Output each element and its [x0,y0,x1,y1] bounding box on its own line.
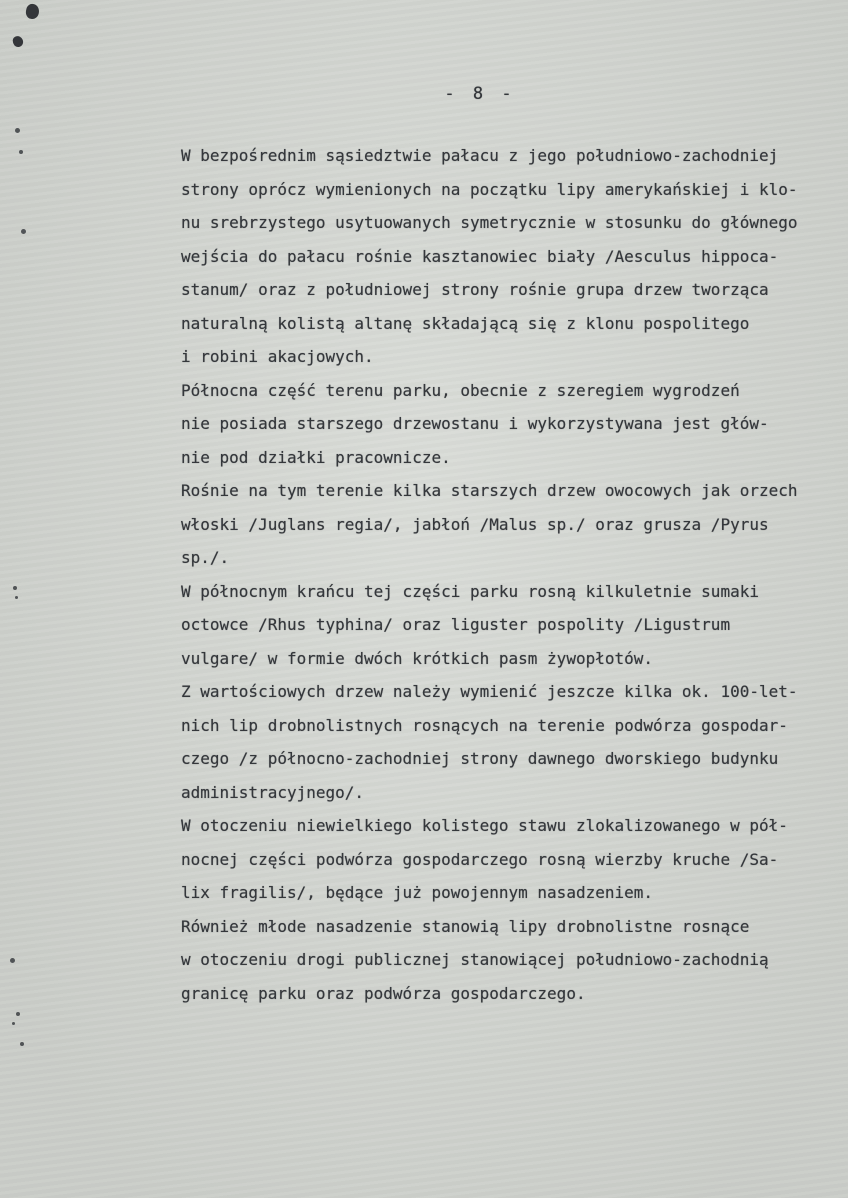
text-line: nich lip drobnolistnych rosnących na terenie podwórza gospodar- [181,715,788,735]
text-line: vulgare/ w formie dwóch krótkich pasm żywopłotów. [181,648,654,668]
text-line: i robini akacjowych. [181,347,374,366]
text-line: granicę parku oraz podwórza gospodarczego. [181,983,586,1003]
text-line: strony oprócz wymienionych na początku lipy amerykańskiej i klo- [181,179,798,199]
scan-speck [15,128,20,133]
text-line: Z wartościowych drzew należy wymienić jeszcze kilka ok. 100-let- [181,682,798,701]
page-number: - 8 - [444,84,516,104]
text-line: Rośnie na tym terenie kilka starszych drzew owocowych jak orzech [181,481,798,500]
scan-speck [20,1042,24,1046]
text-line: administracyjnego/. [181,782,365,802]
scan-speck [12,1022,15,1025]
text-line: W otoczeniu niewielkiego kolistego stawu zlokalizowanego w pół- [181,816,788,835]
text-line: naturalną kolistą altanę składającą się z klonu pospolitego [181,313,750,333]
text-line: octowce /Rhus typhina/ oraz liguster pospolity /Ligustrum [181,615,731,634]
scan-artifact [25,3,41,20]
text-line: nie posiada starszego drzewostanu i wykorzystywana jest głów- [181,414,769,433]
text-line: Również młode nasadzenie stanowią lipy drobnolistne rosnące [181,916,750,936]
scan-speck [15,596,18,599]
text-line: nocnej części podwórza gospodarczego rosną wierzby kruche /Sa- [181,849,779,869]
text-line: sp./. [181,548,230,567]
scan-speck [21,229,26,234]
text-line: nu srebrzystego usytuowanych symetrycznie w stosunku do głównego [181,213,798,232]
text-line: lix fragilis/, będące już powojennym nasadzeniem. [181,883,654,902]
text-line: stanum/ oraz z południowej strony rośnie grupa drzew tworząca [181,280,769,299]
text-line: W północnym krańcu tej części parku rosną kilkuletnie sumaki [181,581,759,601]
text-line: W bezpośrednim sąsiedztwie pałacu z jego południowo-zachodniej [181,146,779,165]
text-line: włoski /Juglans regia/, jabłoń /Malus sp./ oraz grusza /Pyrus [181,514,769,534]
text-line: nie pod działki pracownicze. [181,447,451,467]
scan-artifact [11,35,24,49]
body-text [181,139,813,1010]
scan-speck [10,958,15,963]
text-line: Północna część terenu parku, obecnie z szeregiem wygrodzeń [181,380,740,400]
scan-speck [19,150,23,154]
text-line: wejścia do pałacu rośnie kasztanowiec biały /Aesculus hippoca- [181,246,779,266]
scan-speck [16,1012,20,1016]
text-line: czego /z północno-zachodniej strony dawnego dworskiego budynku [181,749,779,768]
text-line: w otoczeniu drogi publicznej stanowiącej południowo-zachodnią [181,950,769,969]
scan-speck [13,586,17,590]
